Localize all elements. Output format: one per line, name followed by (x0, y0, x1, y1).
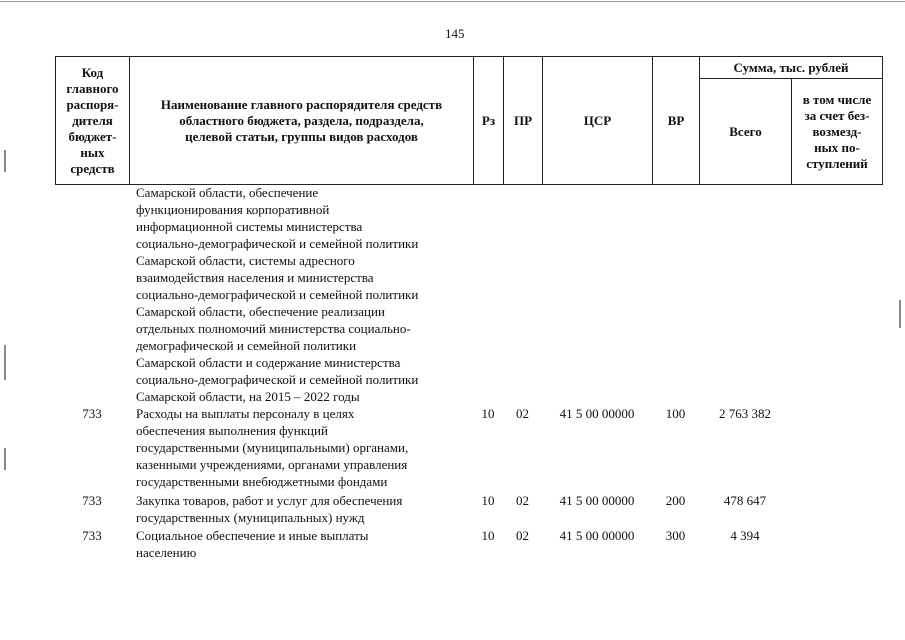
header-csr-cell: ЦСР (543, 57, 653, 185)
header-free-cell: в том числе за счет без- возмезд- ных по- ступлений (792, 79, 883, 185)
top-border-line (0, 1, 905, 2)
right-margin-mark (899, 300, 901, 328)
header-name-cell: Наименование главного распорядителя средств областного бюджета, раздела, подраздела, целевой статьи, группы видов расходов (130, 57, 474, 185)
header-total-cell: Всего (700, 79, 792, 185)
row-vr: 100 (665, 406, 686, 421)
header-sum-group: Сумма, тыс. рублей (700, 57, 883, 79)
left-margin-mark (4, 345, 6, 380)
row-code: 733 (82, 493, 102, 508)
row-name: Закупка товаров, работ и услуг для обеспечения государственных (муниципальных) нужд (136, 493, 403, 525)
row-rz: 10 (481, 528, 495, 543)
row-code: 733 (82, 528, 102, 543)
row-total: 478 647 (723, 493, 767, 508)
page-number: 145 (445, 26, 465, 41)
row-total: 2 763 382 (719, 406, 771, 421)
row-pr: 02 (516, 528, 529, 543)
header-pr-cell: ПР (504, 57, 543, 185)
table-row (0, 492, 905, 526)
header-code-cell: Код главного распоря- дителя бюджет- ных средств (56, 57, 130, 185)
left-margin-mark (4, 150, 6, 172)
table-row (0, 527, 905, 561)
row-rz: 10 (481, 406, 495, 421)
table-header (55, 56, 883, 185)
row-pr: 02 (516, 406, 529, 421)
row-name: Расходы на выплаты персоналу в целях обеспечения выполнения функций государственными (муниципальными) органами, казенными учреждениями, органами управления государственными внебюджетными фондами (136, 406, 409, 489)
row-csr: 41 5 00 00000 (559, 406, 635, 421)
row-vr: 300 (665, 528, 686, 543)
header-rz-cell: Рз (474, 57, 504, 185)
row-rz: 10 (481, 493, 495, 508)
table-row (0, 405, 905, 490)
row-name: Социальное обеспечение и иные выплаты населению (136, 528, 369, 560)
row-csr: 41 5 00 00000 (559, 528, 635, 543)
continued-name-text: Самарской области, обеспечение функционирования корпоративной информационной системы министерства социально-демографической и семейной политики Самарской области, системы адресного взаимодействия населения и министерства социально-демографической и семейной политики Самарской области, обеспечение реализации отдельных полномочий министерства социально- демографической и семейной политики Самарской области и содержание министерства социально-демографической и семейной политики Самарской области, на 2015 – 2022 годы (136, 185, 419, 404)
row-pr: 02 (516, 493, 529, 508)
row-code: 733 (82, 406, 102, 421)
header-vr-cell: ВР (653, 57, 700, 185)
row-csr: 41 5 00 00000 (559, 493, 635, 508)
row-vr: 200 (665, 493, 686, 508)
row-total: 4 394 (730, 528, 760, 543)
